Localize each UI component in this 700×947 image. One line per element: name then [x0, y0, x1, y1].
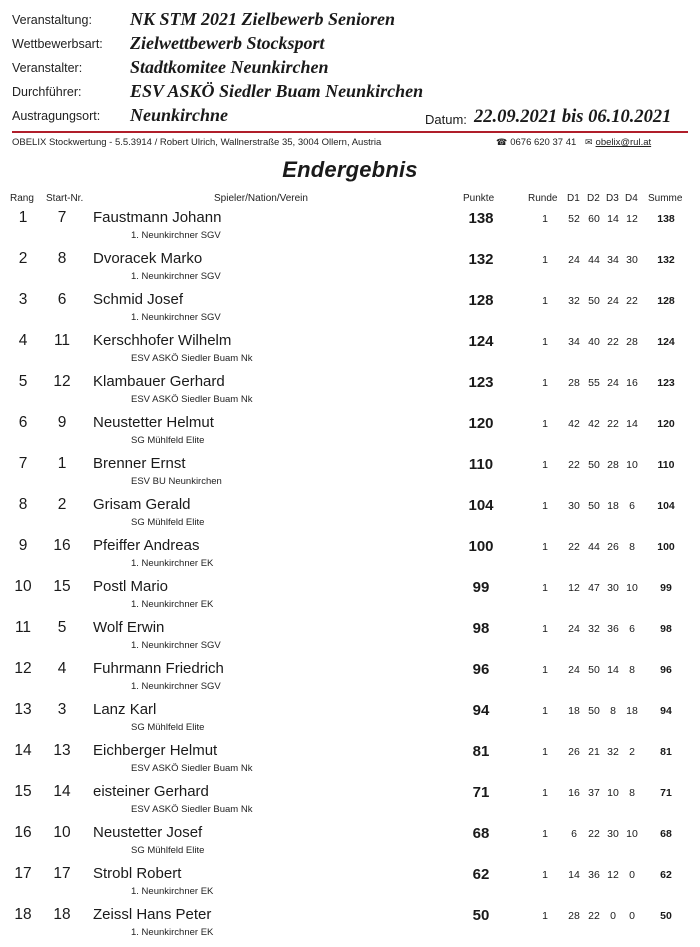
sum-cell: 96: [660, 664, 672, 676]
table-row: [0, 865, 700, 906]
player-name: Fuhrmann Friedrich: [93, 660, 224, 677]
rank-cell: 17: [14, 865, 32, 882]
table-row: [0, 619, 700, 660]
player-name: Neustetter Helmut: [93, 414, 214, 431]
start-number-cell: 1: [57, 455, 67, 472]
player-club: ESV ASKÖ Siedler Buam Nk: [131, 763, 253, 774]
rank-cell: 9: [18, 537, 28, 554]
rank-cell: 14: [14, 742, 32, 759]
d3-cell: 22: [607, 336, 619, 348]
d1-cell: 32: [568, 295, 580, 307]
phone-contact: [496, 137, 576, 148]
player-name: Pfeiffer Andreas: [93, 537, 200, 554]
table-row: [0, 414, 700, 455]
d3-cell: 34: [607, 254, 619, 266]
points-cell: 120: [468, 415, 494, 432]
phone-number: 0676 620 37 41: [510, 137, 577, 148]
rank-cell: 15: [14, 783, 32, 800]
points-cell: 71: [472, 784, 490, 801]
sum-cell: 100: [657, 541, 675, 553]
d2-cell: 22: [588, 910, 600, 922]
col-header-d3: D3: [606, 193, 619, 204]
d1-cell: 24: [568, 254, 580, 266]
round-cell: 1: [542, 664, 548, 676]
email-link[interactable]: obelix@rul.at: [595, 137, 652, 148]
player-club: ESV ASKÖ Siedler Buam Nk: [131, 394, 253, 405]
d2-cell: 32: [588, 623, 600, 635]
player-name: Dvoracek Marko: [93, 250, 203, 267]
rank-cell: 2: [18, 250, 28, 267]
round-cell: 1: [542, 705, 548, 717]
d2-cell: 44: [588, 541, 600, 553]
d3-cell: 14: [607, 664, 619, 676]
player-club: 1. Neunkirchner SGV: [131, 271, 221, 282]
d3-cell: 14: [607, 213, 619, 225]
col-header-runde: Runde: [528, 193, 558, 204]
player-club: ESV BU Neunkirchen: [131, 476, 222, 487]
rank-cell: 10: [14, 578, 32, 595]
d2-cell: 50: [588, 705, 600, 717]
table-row: [0, 701, 700, 742]
rank-cell: 8: [18, 496, 28, 513]
sum-cell: 99: [660, 582, 672, 594]
points-cell: 94: [472, 702, 490, 719]
d2-cell: 36: [588, 869, 600, 881]
start-number-cell: 12: [53, 373, 71, 390]
points-cell: 100: [468, 538, 494, 555]
sum-cell: 138: [657, 213, 675, 225]
player-name: Postl Mario: [93, 578, 169, 595]
start-number-cell: 17: [53, 865, 71, 882]
rank-cell: 1: [18, 209, 28, 226]
round-cell: 1: [542, 500, 548, 512]
d3-cell: 22: [607, 418, 619, 430]
veranstalter-label: Veranstalter:: [12, 61, 83, 75]
col-header-rang: Rang: [10, 193, 34, 204]
d4-cell: 22: [626, 295, 638, 307]
player-club: 1. Neunkirchner SGV: [131, 230, 221, 241]
player-name: Wolf Erwin: [93, 619, 165, 636]
sum-cell: 68: [660, 828, 672, 840]
veranstaltung-label: Veranstaltung:: [12, 13, 92, 27]
d3-cell: 28: [607, 459, 619, 471]
datum-label: Datum:: [425, 112, 467, 127]
table-row: [0, 906, 700, 947]
mail-icon: ✉: [585, 137, 593, 147]
round-cell: 1: [542, 746, 548, 758]
player-name: eisteiner Gerhard: [93, 783, 209, 800]
table-row: [0, 250, 700, 291]
start-number-cell: 5: [57, 619, 67, 636]
player-club: ESV ASKÖ Siedler Buam Nk: [131, 804, 253, 815]
d1-cell: 22: [568, 541, 580, 553]
player-name: Grisam Gerald: [93, 496, 191, 513]
start-number-cell: 11: [53, 332, 71, 349]
points-cell: 124: [468, 333, 494, 350]
start-number-cell: 2: [57, 496, 67, 513]
rank-cell: 11: [14, 619, 32, 636]
start-number-cell: 6: [57, 291, 67, 308]
player-club: SG Mühlfeld Elite: [131, 722, 205, 733]
player-club: SG Mühlfeld Elite: [131, 845, 205, 856]
start-number-cell: 15: [53, 578, 71, 595]
player-club: 1. Neunkirchner EK: [131, 558, 214, 569]
d4-cell: 10: [626, 582, 638, 594]
round-cell: 1: [542, 295, 548, 307]
durchfuehrer-label: Durchführer:: [12, 85, 82, 99]
d2-cell: 40: [588, 336, 600, 348]
d1-cell: 42: [568, 418, 580, 430]
start-number-cell: 8: [57, 250, 67, 267]
points-cell: 128: [468, 292, 494, 309]
d3-cell: 24: [607, 295, 619, 307]
d4-cell: 12: [626, 213, 638, 225]
sum-cell: 120: [657, 418, 675, 430]
round-cell: 1: [542, 213, 548, 225]
sum-cell: 98: [660, 623, 672, 635]
d4-cell: 18: [626, 705, 638, 717]
rank-cell: 12: [14, 660, 32, 677]
sum-cell: 81: [660, 746, 672, 758]
d4-cell: 0: [629, 910, 635, 922]
round-cell: 1: [542, 541, 548, 553]
d3-cell: 0: [610, 910, 616, 922]
header-divider: [12, 131, 688, 133]
round-cell: 1: [542, 869, 548, 881]
round-cell: 1: [542, 254, 548, 266]
d4-cell: 2: [629, 746, 635, 758]
d3-cell: 30: [607, 582, 619, 594]
table-row: [0, 496, 700, 537]
player-name: Kerschhofer Wilhelm: [93, 332, 232, 349]
table-row: [0, 209, 700, 250]
col-header-start: Start-Nr.: [46, 193, 84, 204]
d1-cell: 12: [568, 582, 580, 594]
points-cell: 138: [468, 210, 494, 227]
table-row: [0, 742, 700, 783]
d3-cell: 32: [607, 746, 619, 758]
rank-cell: 18: [14, 906, 32, 923]
col-header-d2: D2: [587, 193, 600, 204]
points-cell: 81: [472, 743, 490, 760]
d2-cell: 37: [588, 787, 600, 799]
start-number-cell: 7: [57, 209, 67, 226]
start-number-cell: 14: [53, 783, 71, 800]
player-club: SG Mühlfeld Elite: [131, 435, 205, 446]
start-number-cell: 13: [53, 742, 71, 759]
d1-cell: 26: [568, 746, 580, 758]
player-club: 1. Neunkirchner SGV: [131, 312, 221, 323]
d1-cell: 24: [568, 623, 580, 635]
col-header-d4: D4: [625, 193, 638, 204]
d2-cell: 60: [588, 213, 600, 225]
round-cell: 1: [542, 582, 548, 594]
player-name: Schmid Josef: [93, 291, 184, 308]
software-credit: OBELIX Stockwertung - 5.5.3914 / Robert Ulrich, Wallnerstraße 35, 3004 Ollern, Austria: [12, 137, 382, 148]
player-name: Eichberger Helmut: [93, 742, 218, 759]
player-club: 1. Neunkirchner EK: [131, 927, 214, 938]
page-title: Endergebnis: [282, 157, 418, 182]
d2-cell: 21: [588, 746, 600, 758]
table-row: [0, 537, 700, 578]
d1-cell: 6: [571, 828, 577, 840]
d4-cell: 28: [626, 336, 638, 348]
sum-cell: 123: [657, 377, 675, 389]
round-cell: 1: [542, 377, 548, 389]
d4-cell: 10: [626, 459, 638, 471]
d3-cell: 18: [607, 500, 619, 512]
col-header-d1: D1: [567, 193, 580, 204]
d3-cell: 36: [607, 623, 619, 635]
sum-cell: 71: [660, 787, 672, 799]
d2-cell: 50: [588, 664, 600, 676]
round-cell: 1: [542, 459, 548, 471]
rank-cell: 4: [18, 332, 28, 349]
points-cell: 132: [468, 251, 494, 268]
player-name: Lanz Karl: [93, 701, 157, 718]
d1-cell: 24: [568, 664, 580, 676]
player-club: SG Mühlfeld Elite: [131, 517, 205, 528]
d2-cell: 50: [588, 500, 600, 512]
sum-cell: 62: [660, 869, 672, 881]
player-club: ESV ASKÖ Siedler Buam Nk: [131, 353, 253, 364]
points-cell: 50: [472, 907, 490, 924]
sum-cell: 124: [657, 336, 675, 348]
round-cell: 1: [542, 828, 548, 840]
player-club: 1. Neunkirchner EK: [131, 886, 214, 897]
sum-cell: 50: [660, 910, 672, 922]
d1-cell: 52: [568, 213, 580, 225]
d3-cell: 12: [607, 869, 619, 881]
d1-cell: 18: [568, 705, 580, 717]
d2-cell: 55: [588, 377, 600, 389]
rank-cell: 6: [18, 414, 28, 431]
player-club: 1. Neunkirchner EK: [131, 599, 214, 610]
d4-cell: 14: [626, 418, 638, 430]
wettbewerbsart-label: Wettbewerbsart:: [12, 37, 103, 51]
d4-cell: 0: [629, 869, 635, 881]
table-row: [0, 291, 700, 332]
start-number-cell: 16: [53, 537, 71, 554]
player-name: Klambauer Gerhard: [93, 373, 225, 390]
player-club: 1. Neunkirchner SGV: [131, 640, 221, 651]
rank-cell: 3: [18, 291, 28, 308]
sum-cell: 128: [657, 295, 675, 307]
table-row: [0, 783, 700, 824]
d1-cell: 14: [568, 869, 580, 881]
d3-cell: 8: [610, 705, 616, 717]
rank-cell: 16: [14, 824, 32, 841]
start-number-cell: 3: [57, 701, 67, 718]
rank-cell: 5: [18, 373, 28, 390]
round-cell: 1: [542, 418, 548, 430]
d2-cell: 50: [588, 459, 600, 471]
d3-cell: 10: [607, 787, 619, 799]
veranstalter-value: Stadtkomitee Neunkirchen: [130, 57, 329, 77]
points-cell: 62: [472, 866, 490, 883]
d1-cell: 28: [568, 377, 580, 389]
d4-cell: 16: [626, 377, 638, 389]
d2-cell: 22: [588, 828, 600, 840]
round-cell: 1: [542, 623, 548, 635]
d4-cell: 6: [629, 500, 635, 512]
col-header-summe: Summe: [648, 193, 683, 204]
points-cell: 99: [472, 579, 490, 596]
d4-cell: 6: [629, 623, 635, 635]
d4-cell: 30: [626, 254, 638, 266]
start-number-cell: 4: [57, 660, 67, 677]
start-number-cell: 9: [57, 414, 67, 431]
points-cell: 68: [472, 825, 490, 842]
player-name: Faustmann Johann: [93, 209, 222, 226]
wettbewerbsart-value: Zielwettbewerb Stocksport: [130, 33, 325, 53]
round-cell: 1: [542, 910, 548, 922]
d4-cell: 8: [629, 787, 635, 799]
player-name: Neustetter Josef: [93, 824, 203, 841]
veranstaltung-value: NK STM 2021 Zielbewerb Senioren: [130, 9, 396, 29]
col-header-spieler: Spieler/Nation/Verein: [214, 193, 308, 204]
col-header-punkte: Punkte: [463, 193, 495, 204]
d4-cell: 10: [626, 828, 638, 840]
round-cell: 1: [542, 336, 548, 348]
d2-cell: 50: [588, 295, 600, 307]
phone-icon: ☎: [496, 137, 508, 147]
round-cell: 1: [542, 787, 548, 799]
d1-cell: 30: [568, 500, 580, 512]
d2-cell: 44: [588, 254, 600, 266]
d4-cell: 8: [629, 664, 635, 676]
d3-cell: 26: [607, 541, 619, 553]
d1-cell: 28: [568, 910, 580, 922]
austragungsort-value: Neunkirchne: [130, 105, 229, 125]
start-number-cell: 18: [53, 906, 71, 923]
table-row: [0, 455, 700, 496]
start-number-cell: 10: [53, 824, 71, 841]
player-club: 1. Neunkirchner SGV: [131, 681, 221, 692]
points-cell: 104: [468, 497, 494, 514]
d1-cell: 22: [568, 459, 580, 471]
d1-cell: 16: [568, 787, 580, 799]
sum-cell: 132: [657, 254, 675, 266]
austragungsort-label: Austragungsort:: [12, 109, 101, 123]
d1-cell: 34: [568, 336, 580, 348]
table-row: [0, 332, 700, 373]
d2-cell: 47: [588, 582, 600, 594]
sum-cell: 110: [657, 459, 675, 471]
d3-cell: 24: [607, 377, 619, 389]
points-cell: 123: [468, 374, 494, 391]
table-row: [0, 660, 700, 701]
table-row: [0, 578, 700, 619]
table-row: [0, 373, 700, 414]
datum-value: 22.09.2021 bis 06.10.2021: [474, 107, 672, 127]
points-cell: 98: [472, 620, 490, 637]
durchfuehrer-value: ESV ASKÖ Siedler Buam Neunkirchen: [130, 81, 424, 101]
d3-cell: 30: [607, 828, 619, 840]
points-cell: 96: [472, 661, 490, 678]
sum-cell: 94: [660, 705, 672, 717]
player-name: Strobl Robert: [93, 865, 182, 882]
d4-cell: 8: [629, 541, 635, 553]
points-cell: 110: [468, 456, 494, 473]
d2-cell: 42: [588, 418, 600, 430]
table-row: [0, 824, 700, 865]
rank-cell: 13: [14, 701, 32, 718]
player-name: Brenner Ernst: [93, 455, 186, 472]
rank-cell: 7: [18, 455, 28, 472]
sum-cell: 104: [657, 500, 675, 512]
player-name: Zeissl Hans Peter: [93, 906, 212, 923]
email-contact[interactable]: [585, 137, 651, 148]
